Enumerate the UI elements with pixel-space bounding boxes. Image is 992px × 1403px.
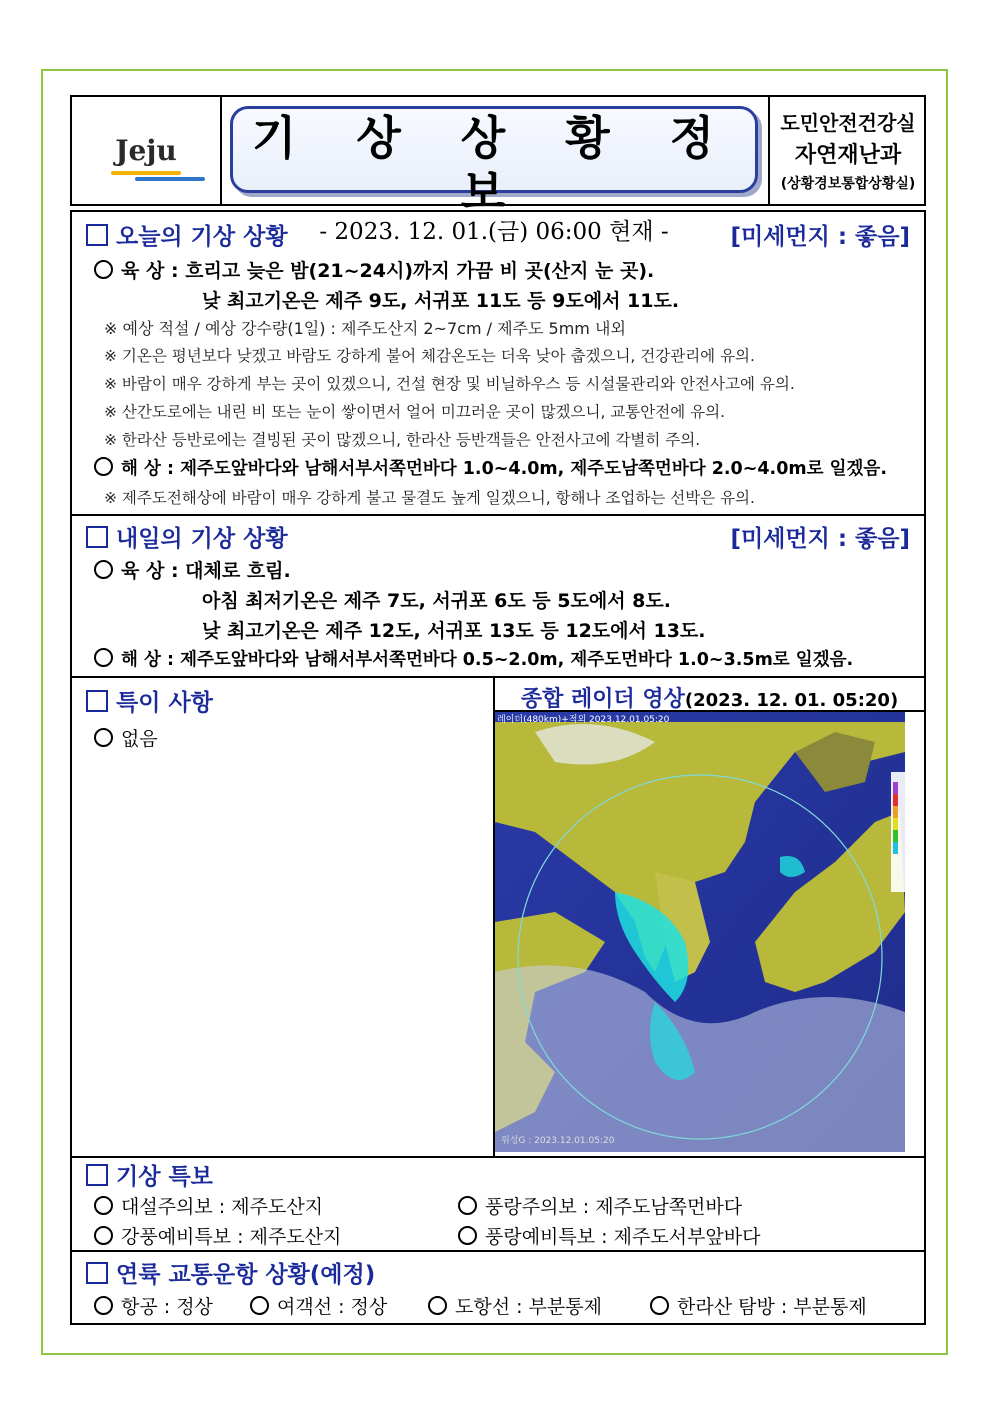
checkbox-icon bbox=[86, 1164, 108, 1186]
warning-item-2: 풍랑주의보 : 제주도남쪽먼바다 bbox=[458, 1192, 742, 1219]
circle-icon bbox=[94, 648, 113, 667]
radar-image bbox=[495, 712, 905, 1152]
circle-icon bbox=[94, 457, 113, 476]
department bbox=[768, 97, 926, 204]
circle-icon bbox=[458, 1226, 477, 1245]
divider bbox=[72, 514, 924, 516]
tomorrow-land-line1: 육 상 : 대체로 흐림. bbox=[94, 556, 291, 583]
today-sea-note: ※ 제주도전해상에 바람이 매우 강하게 불고 물결도 높게 일겠으니, 항해나 조업하는 선박은 유의. bbox=[104, 489, 755, 507]
traffic-item-4: 한라산 탐방 : 부분통제 bbox=[650, 1292, 867, 1319]
today-dust: [미세먼지 : 좋음] bbox=[730, 224, 910, 250]
tomorrow-land-line2: 아침 최저기온은 제주 7도, 서귀포 6도 등 5도에서 8도. bbox=[202, 590, 671, 612]
circle-icon bbox=[94, 1296, 113, 1315]
warnings-title: 기상 특보 bbox=[86, 1158, 213, 1191]
radar-title: 종합 레이더 영상(2023. 12. 01. 05:20) bbox=[520, 687, 899, 712]
today-note-5: ※ 한라산 등반로에는 결빙된 곳이 많겠으니, 한라산 등반객들은 안전사고에 각별히 주의. bbox=[104, 431, 701, 449]
today-note-4: ※ 산간도로에는 내린 비 또는 눈이 쌓이면서 얼어 미끄러운 곳이 많겠으니, 교통안전에 유의. bbox=[104, 403, 725, 421]
dept-line2: 자연재난과 bbox=[794, 143, 902, 168]
circle-icon bbox=[650, 1296, 669, 1315]
warning-item-4: 풍랑예비특보 : 제주도서부앞바다 bbox=[458, 1222, 760, 1249]
traffic-item-1: 항공 : 정상 bbox=[94, 1292, 213, 1319]
special-title: 특이 사항 bbox=[86, 684, 213, 717]
checkbox-icon bbox=[86, 1262, 108, 1284]
circle-icon bbox=[250, 1296, 269, 1315]
dept-line3: (상황경보통합상황실) bbox=[780, 176, 916, 192]
today-sea-line: 해 상 : 제주도앞바다와 남해서부서쪽먼바다 1.0~4.0m, 제주도남쪽먼바다 2.0~4.0m로 일겠음. bbox=[94, 455, 887, 480]
today-note-1: ※ 예상 적설 / 예상 강수량(1일) : 제주도산지 2~7cm / 제주도 5mm 내외 bbox=[104, 319, 626, 338]
tomorrow-title: 내일의 기상 상황 bbox=[86, 520, 288, 553]
today-land-line1: 육 상 : 흐리고 늦은 밤(21~24시)까지 가끔 비 곳(산지 눈 곳). bbox=[94, 256, 654, 283]
logo-text: Jeju bbox=[115, 134, 177, 167]
divider bbox=[72, 1250, 924, 1252]
title-box bbox=[230, 106, 758, 245]
traffic-item-3: 도항선 : 부분통제 bbox=[428, 1292, 602, 1319]
today-land-line2: 낮 최고기온은 제주 9도, 서귀포 11도 등 9도에서 11도. bbox=[202, 290, 680, 312]
checkbox-icon bbox=[86, 690, 108, 712]
circle-icon bbox=[428, 1296, 447, 1315]
page-title: 기 상 상 황 정 보 bbox=[251, 111, 737, 219]
warning-item-3: 강풍예비특보 : 제주도산지 bbox=[94, 1222, 341, 1249]
circle-icon bbox=[94, 1196, 113, 1215]
radar-caption-bottom: 위성G : 2023.12.01.05:20 bbox=[501, 1136, 615, 1146]
traffic-title: 연륙 교통운항 상황(예정) bbox=[86, 1256, 375, 1289]
tomorrow-land-line3: 낮 최고기온은 제주 12도, 서귀포 13도 등 12도에서 13도. bbox=[202, 620, 706, 642]
divider bbox=[72, 676, 924, 678]
dept-line1: 도민안전건강실 bbox=[780, 111, 916, 135]
circle-icon bbox=[94, 1226, 113, 1245]
jeju-logo bbox=[115, 134, 177, 167]
tomorrow-dust: [미세먼지 : 좋음] bbox=[730, 526, 910, 552]
radar-caption-top: 레이더(480km)+적외 2023.12.01.05:20 bbox=[497, 715, 670, 725]
special-item: 없음 bbox=[94, 724, 158, 751]
circle-icon bbox=[458, 1196, 477, 1215]
circle-icon bbox=[94, 560, 113, 579]
warning-item-1: 대설주의보 : 제주도산지 bbox=[94, 1192, 323, 1219]
tomorrow-sea-line: 해 상 : 제주도앞바다와 남해서부서쪽먼바다 0.5~2.0m, 제주도먼바다 1.0~3.5m로 일겠음. bbox=[94, 646, 853, 671]
checkbox-icon bbox=[86, 526, 108, 548]
circle-icon bbox=[94, 260, 113, 279]
today-note-2: ※ 기온은 평년보다 낮겠고 바람도 강하게 불어 체감온도는 더욱 낮아 춥겠으니, 건강관리에 유의. bbox=[104, 347, 755, 365]
today-title: 오늘의 기상 상황 bbox=[86, 218, 288, 251]
traffic-item-2: 여객선 : 정상 bbox=[250, 1292, 387, 1319]
logo-cell bbox=[72, 97, 222, 204]
checkbox-icon bbox=[86, 224, 108, 246]
circle-icon bbox=[94, 728, 113, 747]
page-subtitle: - 2023. 12. 01.(금) 06:00 현재 - bbox=[319, 219, 669, 245]
main-content bbox=[70, 210, 926, 1325]
today-note-3: ※ 바람이 매우 강하게 부는 곳이 있겠으니, 건설 현장 및 비닐하우스 등 시설물관리와 안전사고에 유의. bbox=[104, 375, 795, 393]
